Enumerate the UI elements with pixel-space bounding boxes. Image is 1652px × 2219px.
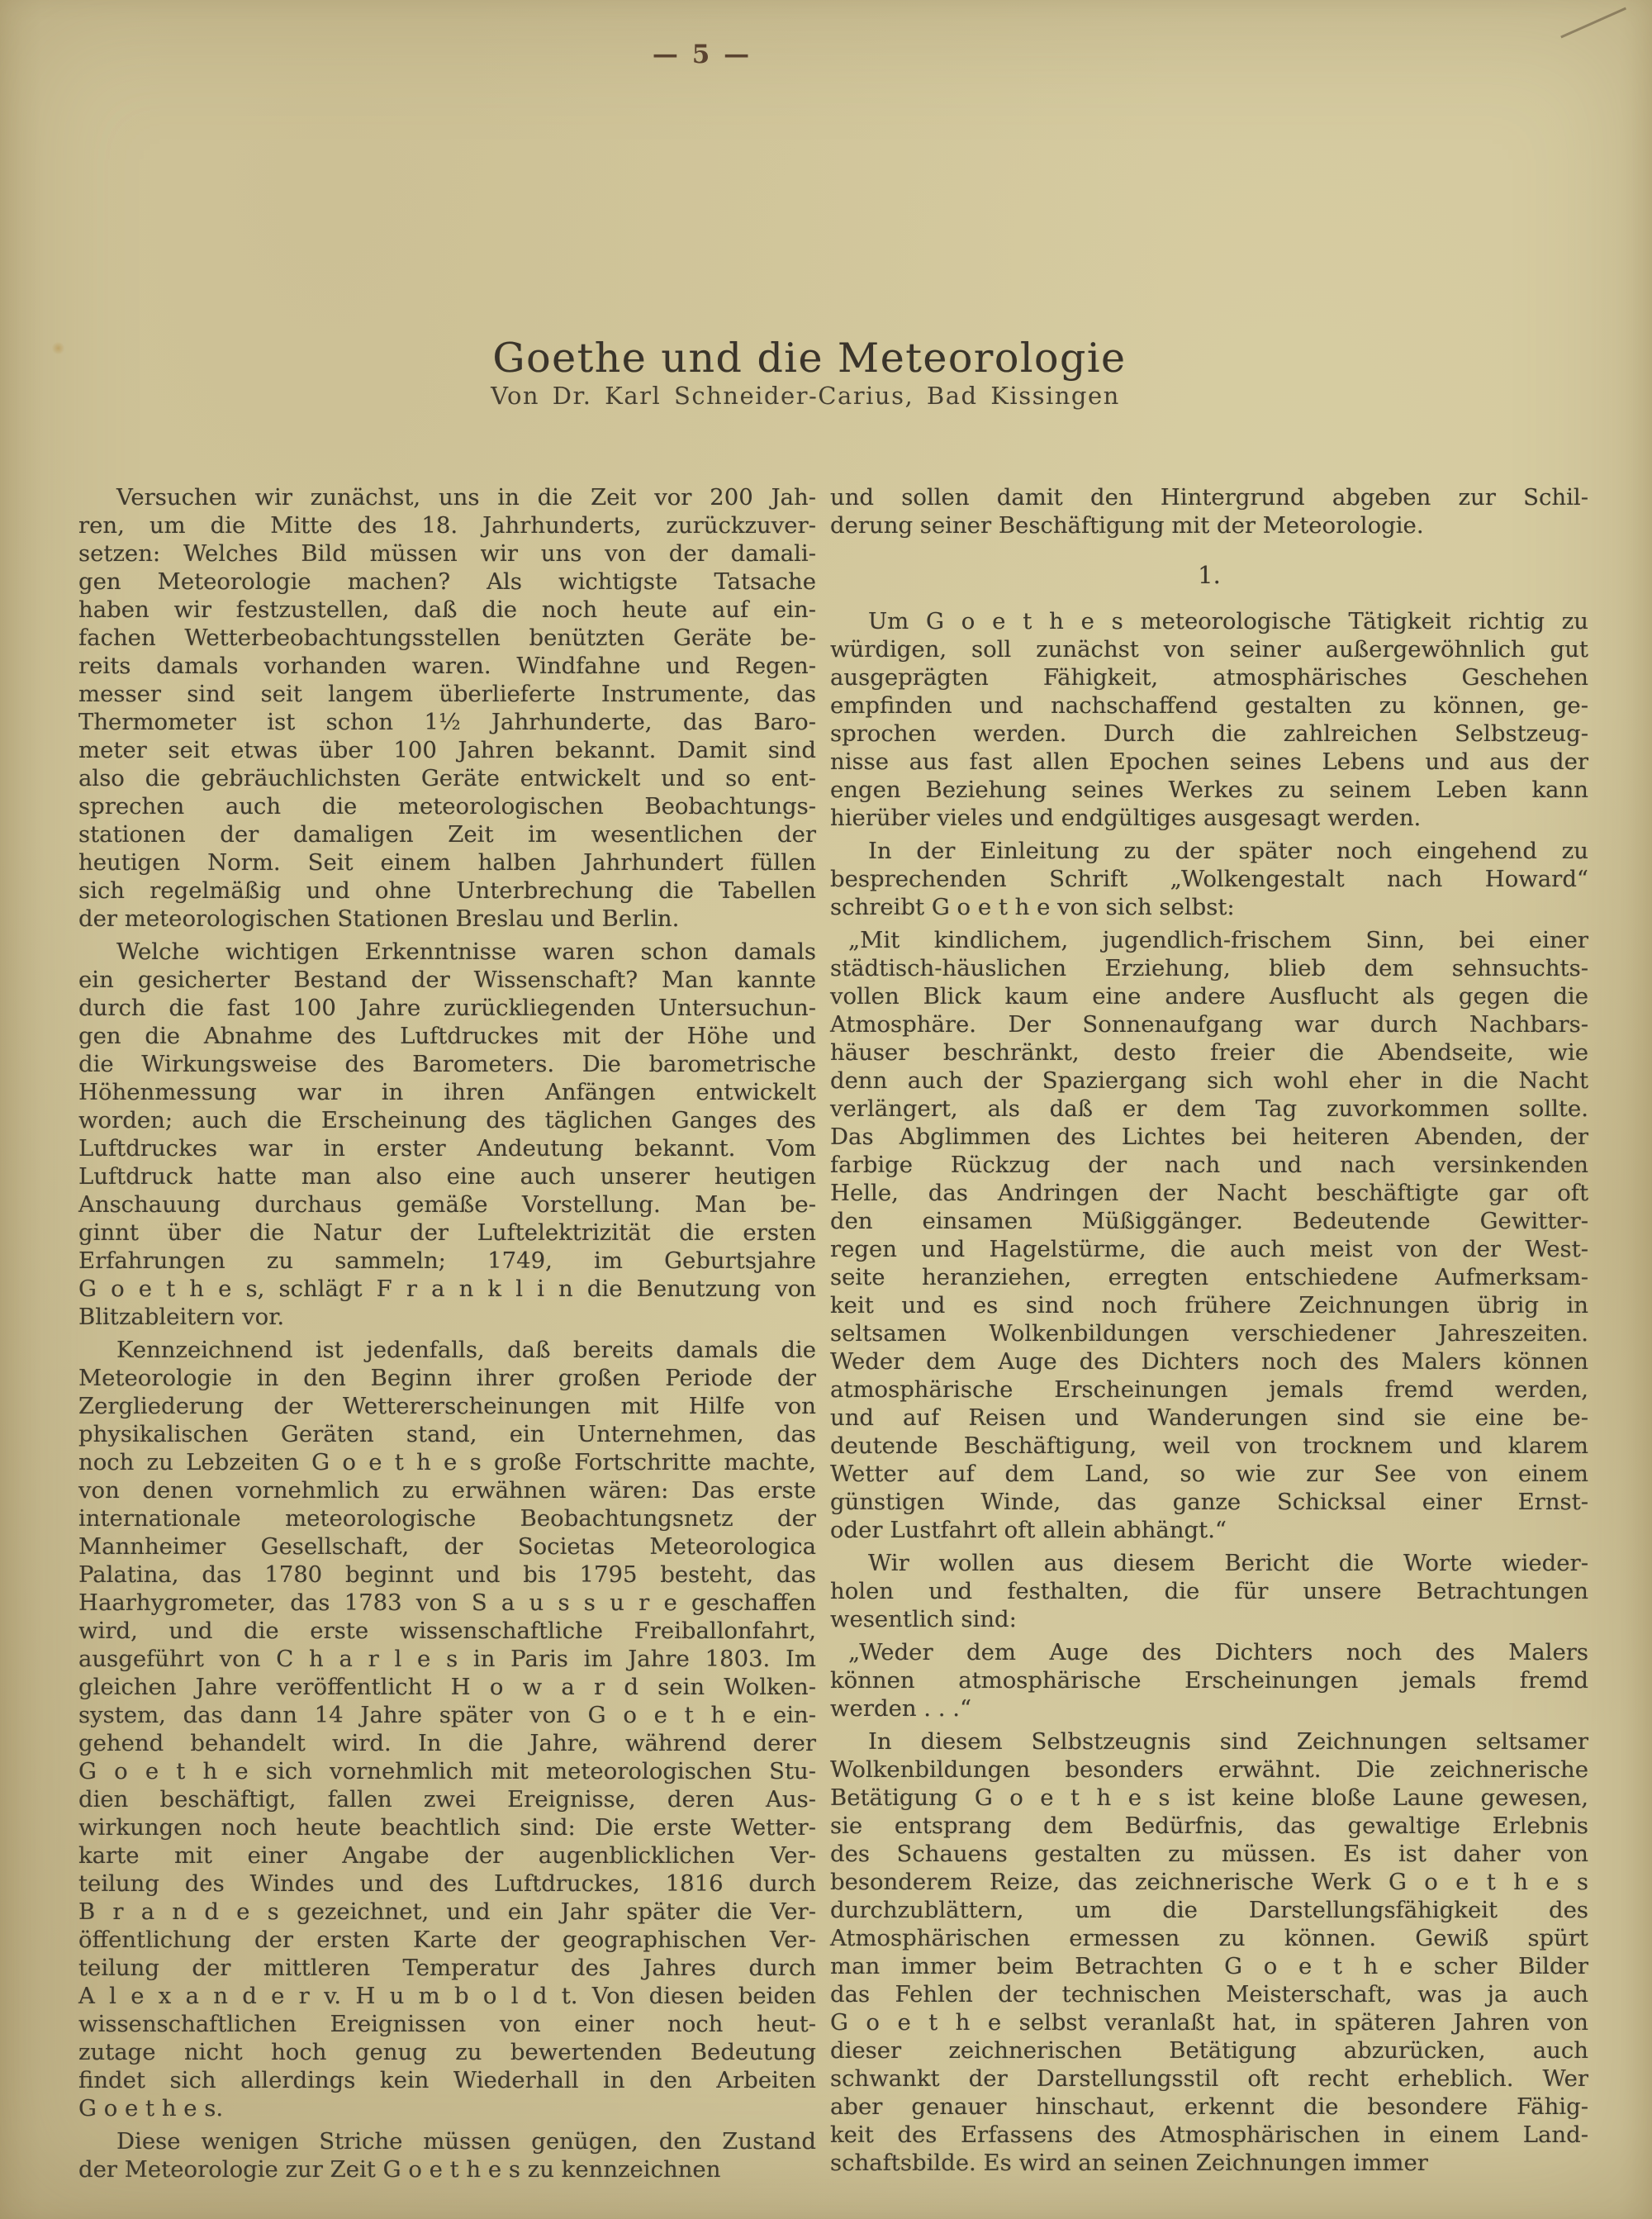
text-line: empfinden und nachschaffend gestalten zu können, ge- [830, 692, 1588, 719]
paragraph [830, 607, 1588, 832]
text-line: sie entsprang dem Bedürfnis, das gewaltige Erlebnis [830, 1813, 1588, 1839]
text-line: wirkungen noch heute beachtlich sind: Die erste Wetter- [78, 1814, 816, 1841]
text-line: ginnt über die Natur der Luftelektrizität die ersten [78, 1219, 816, 1246]
text-line: system, das dann 14 Jahre später von G o e t h e ein- [78, 1702, 816, 1728]
text-line: teilung des Windes und des Luftdruckes, 1816 durch [78, 1870, 816, 1897]
text-line: Wolkenbildungen besonders erwähnt. Die zeichnerische [830, 1756, 1588, 1783]
text-line: oder Lustfahrt oft allein abhängt.“ [830, 1517, 1227, 1543]
text-line: farbige Rückzug der nach und nach versinkenden [830, 1152, 1588, 1178]
text-line: verlängert, als daß er dem Tag zuvorkommen sollte. [830, 1095, 1588, 1122]
text-line: B r a n d e s gezeichnet, und ein Jahr später die Ver- [78, 1898, 816, 1925]
text-line: gleichen Jahre veröffentlicht H o w a r d sein Wolken- [78, 1674, 816, 1700]
text-line: keit des Erfassens des Atmosphärischen in einem Land- [830, 2122, 1588, 2148]
section-heading: 1. [1198, 561, 1221, 589]
text-line: den einsamen Müßiggänger. Bedeutende Gewitter- [830, 1208, 1588, 1234]
text-line: Höhenmessung war in ihren Anfängen entwickelt [78, 1079, 816, 1105]
text-line: Wetter auf dem Land, so wie zur See von einem [830, 1461, 1588, 1487]
text-line: häuser beschränkt, desto freier die Abendseite, wie [830, 1039, 1588, 1066]
text-line: günstigen Winde, das ganze Schicksal einer Ernst- [830, 1489, 1588, 1515]
text-line: Luftdruckes war in erster Andeutung bekannt. Vom [78, 1135, 816, 1162]
text-line: In diesem Selbstzeugnis sind Zeichnungen seltsamer [868, 1728, 1588, 1755]
text-line: durch die fast 100 Jahre zurückliegenden Untersuchun- [78, 995, 816, 1021]
text-line: Blitzableitern vor. [78, 1304, 285, 1330]
text-line: Kennzeichnend ist jedenfalls, daß bereits damals die [116, 1337, 816, 1363]
text-line: Haarhygrometer, das 1783 von S a u s s u r e geschaffen [78, 1589, 816, 1616]
text-line: „Mit kindlichem, jugendlich-frischem Sinn, bei einer [848, 927, 1588, 953]
text-line: Helle, das Andringen der Nacht beschäftigte gar oft [830, 1180, 1588, 1206]
text-line: atmosphärische Erscheinungen jemals fremd werden, [830, 1376, 1588, 1403]
text-line: G o e t h e s. [78, 2095, 224, 2122]
text-line: würdigen, soll zunächst von seiner außergewöhnlich gut [830, 636, 1588, 663]
text-line: die Wirkungsweise des Barometers. Die barometrische [78, 1051, 816, 1077]
text-line: dieser zeichnerischen Betätigung abzurücken, auch [830, 2037, 1588, 2064]
text-line: ausgeprägten Fähigkeit, atmosphärisches Geschehen [830, 664, 1588, 691]
text-line: ein gesicherter Bestand der Wissenschaft? Man kannte [78, 967, 816, 993]
text-line: Welche wichtigen Erkenntnisse waren schon damals [116, 938, 816, 965]
text-line: durchzublättern, um die Darstellungsfähigkeit des [830, 1897, 1588, 1923]
text-line: öffentlichung der ersten Karte der geographischen Ver- [78, 1927, 816, 1953]
article-title: Goethe und die Meteorologie [492, 334, 1127, 382]
quote-paragraph [830, 1638, 1588, 1722]
text-line: fachen Wetterbeobachtungsstellen benützten Geräte be- [78, 625, 816, 651]
text-line: Versuchen wir zunächst, uns in die Zeit vor 200 Jah- [116, 484, 816, 511]
text-line: gen Meteorologie machen? Als wichtigste Tatsache [78, 568, 816, 595]
text-line: Mannheimer Gesellschaft, der Societas Meteorologica [78, 1533, 816, 1560]
text-line: physikalischen Geräten stand, ein Unternehmen, das [78, 1421, 816, 1447]
text-line: reits damals vorhanden waren. Windfahne und Regen- [78, 653, 816, 679]
text-line: Luftdruck hatte man also eine auch unserer heutigen [78, 1163, 816, 1190]
text-line: haben wir festzustellen, daß die noch heute auf ein- [78, 596, 816, 623]
text-line: messer sind seit langem überlieferte Instrumente, das [78, 681, 816, 707]
text-line: vollen Blick kaum eine andere Ausflucht als gegen die [830, 983, 1588, 1010]
text-line: werden . . .“ [830, 1695, 972, 1722]
text-line: gen die Abnahme des Luftdruckes mit der Höhe und [78, 1023, 816, 1049]
text-line: Thermometer ist schon 1½ Jahrhunderte, das Baro- [78, 709, 816, 735]
text-line: der meteorologischen Stationen Breslau und Berlin. [78, 905, 680, 932]
paragraph [830, 837, 1588, 921]
text-line: sprochen werden. Durch die zahlreichen Selbstzeug- [830, 720, 1588, 747]
text-line: sprechen auch die meteorologischen Beobachtungs- [78, 793, 816, 820]
text-line: keit und es sind noch frühere Zeichnungen übrig in [830, 1292, 1588, 1319]
text-line: holen und festhalten, die für unsere Betrachtungen [830, 1578, 1588, 1604]
text-line: worden; auch die Erscheinung des täglichen Ganges des [78, 1107, 816, 1133]
text-line: also die gebräuchlichsten Geräte entwickelt und so ent- [78, 765, 816, 791]
text-line: heutigen Norm. Seit einem halben Jahrhundert füllen [78, 849, 816, 876]
text-line: schreibt G o e t h e von sich selbst: [830, 894, 1235, 920]
text-line: schaftsbilde. Es wird an seinen Zeichnungen immer [830, 2150, 1428, 2176]
text-line: Meteorologie in den Beginn ihrer großen Periode der [78, 1365, 816, 1391]
text-line: dien beschäftigt, fallen zwei Ereignisse, deren Aus- [78, 1786, 816, 1813]
text-line: teilung der mittleren Temperatur des Jahres durch [78, 1955, 816, 1981]
text-line: „Weder dem Auge des Dichters noch des Malers [848, 1639, 1588, 1665]
text-line: karte mit einer Angabe der augenblicklichen Ver- [78, 1842, 816, 1869]
text-line: G o e t h e sich vornehmlich mit meteorologischen Stu- [78, 1758, 816, 1784]
text-line: besprechenden Schrift „Wolkengestalt nach Howard“ [830, 866, 1588, 892]
text-line: hierüber vieles und endgültiges ausgesagt werden. [830, 805, 1422, 831]
paragraph [830, 1549, 1588, 1633]
text-line: G o e t h e selbst veranlaßt hat, in späteren Jahren von [830, 2009, 1588, 2036]
text-line: engen Beziehung seines Werkes zu seinem Leben kann [830, 777, 1588, 803]
text-line: städtisch-häuslichen Erziehung, blieb dem sehnsuchts- [830, 955, 1588, 981]
text-line: Atmosphärischen ermessen zu können. Gewiß spürt [830, 1925, 1588, 1951]
text-line: noch zu Lebzeiten G o e t h e s große Fortschritte machte, [78, 1449, 816, 1475]
text-line: Weder dem Auge des Dichters noch des Malers können [830, 1348, 1588, 1375]
text-line: seite heranziehen, erregten entschiedene Aufmerksam- [830, 1264, 1588, 1290]
paragraph [78, 938, 816, 1331]
text-line: derung seiner Beschäftigung mit der Meteorologie. [830, 512, 1424, 539]
text-line: wissenschaftlichen Ereignissen von einer noch heut- [78, 2011, 816, 2037]
text-line: In der Einleitung zu der später noch eingehend zu [868, 838, 1588, 864]
paragraph [78, 483, 816, 933]
text-line: Betätigung G o e t h e s ist keine bloße Laune gewesen, [830, 1784, 1588, 1811]
text-line: setzen: Welches Bild müssen wir uns von der damali- [78, 540, 816, 567]
text-line: findet sich allerdings kein Wiederhall in den Arbeiten [78, 2067, 816, 2093]
text-line: seltsamen Wolkenbildungen verschiedener Jahreszeiten. [830, 1320, 1588, 1347]
text-line: besonderem Reize, das zeichnerische Werk G o e t h e s [830, 1869, 1588, 1895]
text-line: das Fehlen der technischen Meisterschaft, was ja auch [830, 1981, 1588, 2008]
scan-corner-mark [1560, 7, 1626, 38]
text-line: von denen vornehmlich zu erwähnen wären: Das erste [78, 1477, 816, 1504]
text-line: Diese wenigen Striche müssen genügen, den Zustand [116, 2128, 816, 2155]
right-column [830, 483, 1588, 2177]
text-line: Um G o e t h e s meteorologische Tätigkeit richtig zu [868, 608, 1588, 634]
text-line: aber genauer hinschaut, erkennt die besondere Fähig- [830, 2093, 1588, 2120]
text-line: denn auch der Spaziergang sich wohl eher in die Nacht [830, 1067, 1588, 1094]
paragraph [78, 1336, 816, 2122]
text-line: zutage nicht hoch genug zu bewertenden Bedeutung [78, 2039, 816, 2065]
text-line: Anschauung durchaus gemäße Vorstellung. Man be- [78, 1191, 816, 1218]
text-line: Atmosphäre. Der Sonnenaufgang war durch Nachbars- [830, 1011, 1588, 1038]
text-line: Das Abglimmen des Lichtes bei heiteren Abenden, der [830, 1124, 1588, 1150]
paragraph [830, 1727, 1588, 2177]
text-line: können atmosphärische Erscheinungen jemals fremd [830, 1667, 1588, 1694]
left-column [78, 483, 816, 2183]
text-line: des Schauens gestalten zu müssen. Es ist daher von [830, 1841, 1588, 1867]
text-line: und sollen damit den Hintergrund abgeben zur Schil- [830, 484, 1588, 511]
text-line: internationale meteorologische Beobachtungsnetz der [78, 1505, 816, 1532]
text-line: gehend behandelt wird. In die Jahre, während derer [78, 1730, 816, 1756]
quote-paragraph [830, 926, 1588, 1544]
text-line: wesentlich sind: [830, 1606, 1017, 1632]
text-line: wird, und die erste wissenschaftliche Freiballonfahrt, [78, 1618, 816, 1644]
text-line: Zergliederung der Wettererscheinungen mit Hilfe von [78, 1393, 816, 1419]
text-line: G o e t h e s, schlägt F r a n k l i n die Benutzung von [78, 1276, 816, 1302]
article-byline: Von Dr. Karl Schneider-Carius, Bad Kissingen [491, 382, 1120, 410]
text-line: nisse aus fast allen Epochen seines Lebens und aus der [830, 748, 1588, 775]
text-line: A l e x a n d e r v. H u m b o l d t. Von diesen beiden [78, 1983, 816, 2009]
text-line: deutende Beschäftigung, weil von trocknem und klarem [830, 1433, 1588, 1459]
text-line: regen und Hagelstürme, die auch meist von der West- [830, 1236, 1588, 1262]
text-line: Palatina, das 1780 beginnt und bis 1795 besteht, das [78, 1561, 816, 1588]
text-line: sich regelmäßig und ohne Unterbrechung die Tabellen [78, 877, 816, 904]
text-line: ren, um die Mitte des 18. Jahrhunderts, zurückzuver- [78, 512, 816, 539]
paragraph [830, 483, 1588, 539]
text-line: meter seit etwas über 100 Jahren bekannt. Damit sind [78, 737, 816, 763]
text-line: man immer beim Betrachten G o e t h e scher Bilder [830, 1953, 1588, 1979]
text-line: und auf Reisen und Wanderungen sind sie eine be- [830, 1404, 1588, 1431]
text-line: stationen der damaligen Zeit im wesentlichen der [78, 821, 816, 848]
text-line: Wir wollen aus diesem Bericht die Worte wieder- [868, 1550, 1588, 1576]
text-line: der Meteorologie zur Zeit G o e t h e s zu kennzeichnen [78, 2156, 721, 2183]
text-line: ausgeführt von C h a r l e s in Paris im Jahre 1803. Im [78, 1646, 816, 1672]
text-line: Erfahrungen zu sammeln; 1749, im Geburtsjahre [78, 1247, 816, 1274]
text-line: schwankt der Darstellungsstil oft recht erheblich. Wer [830, 2065, 1588, 2092]
page-number: — 5 — [652, 40, 752, 69]
paragraph [78, 2127, 816, 2183]
